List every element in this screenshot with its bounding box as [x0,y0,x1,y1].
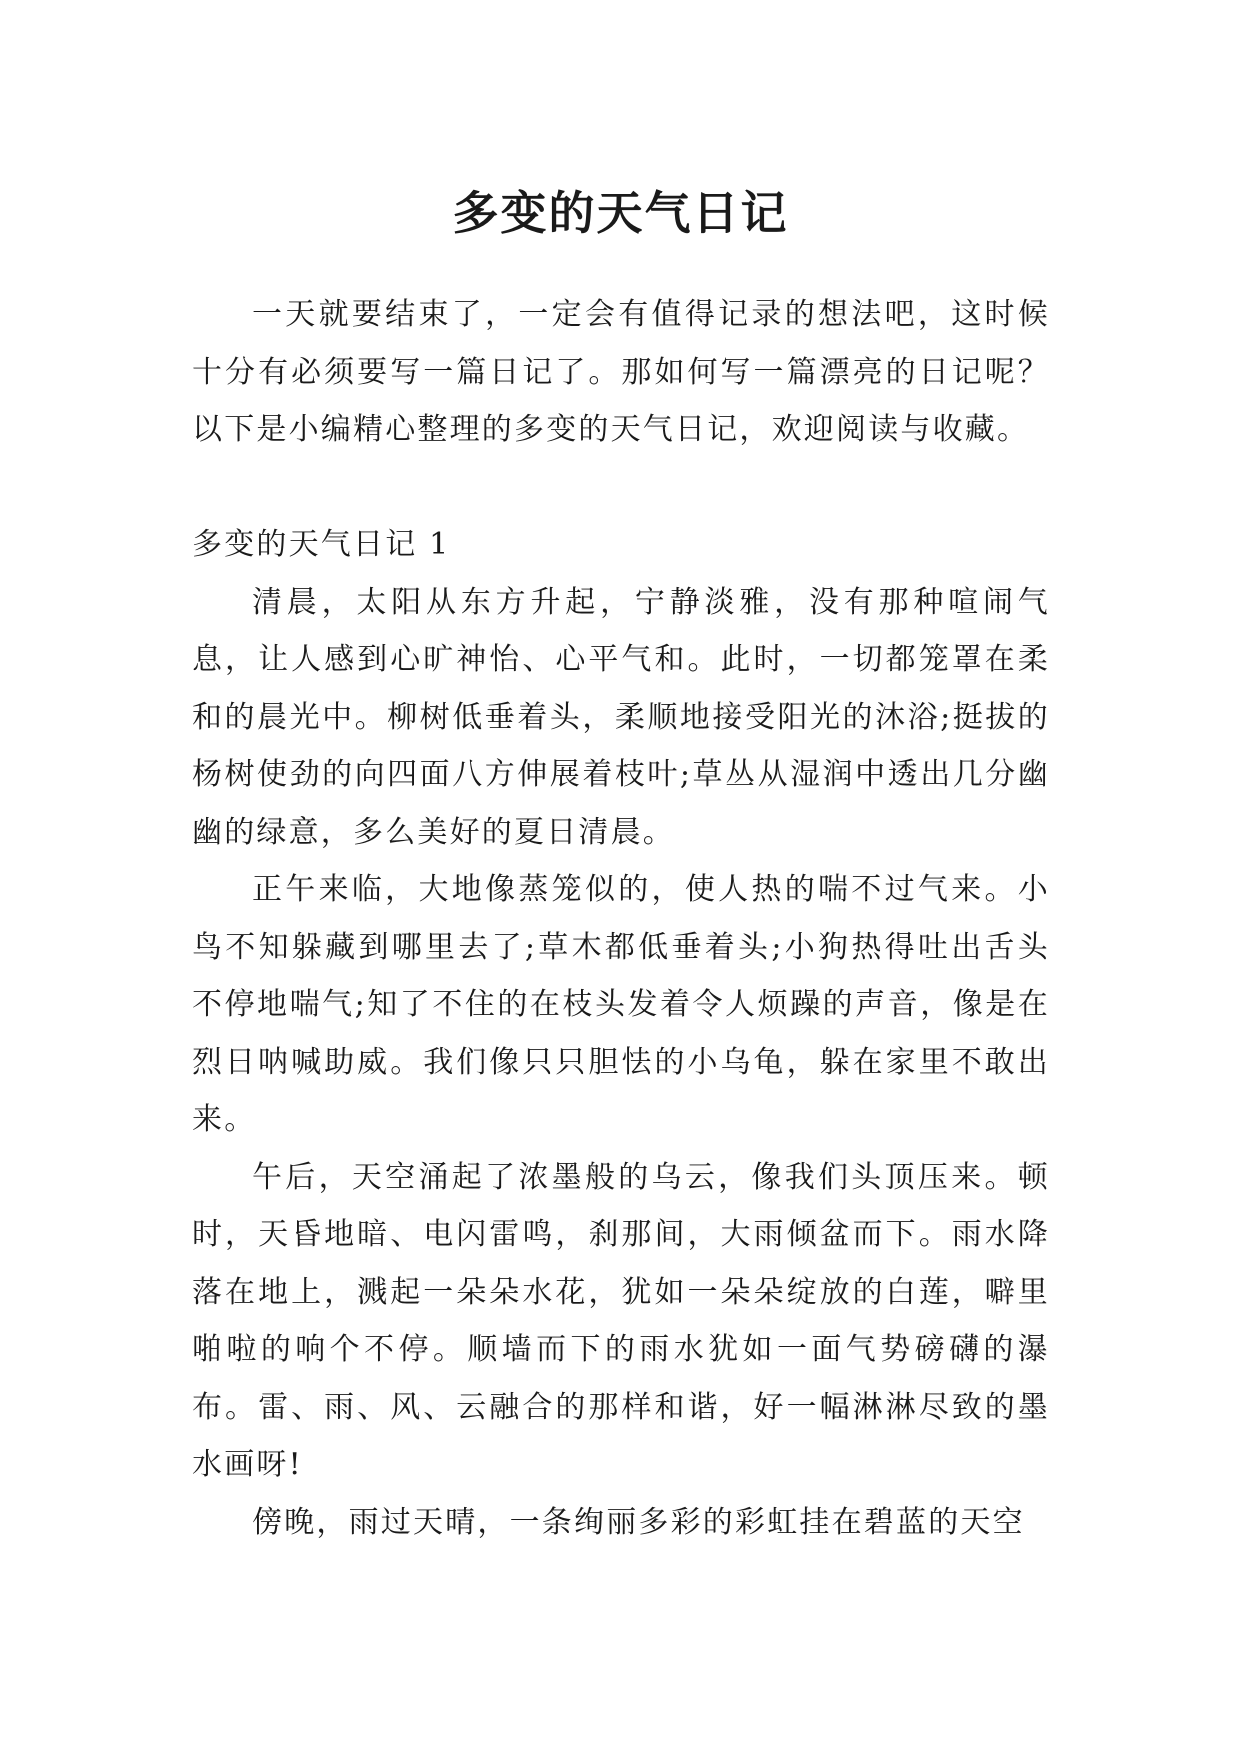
document-body [192,286,1050,1551]
intro-paragraph: 一天就要结束了，一定会有值得记录的想法吧，这时候十分有必须要写一篇日记了。那如何写一篇漂亮的日记呢？以下是小编精心整理的多变的天气日记，欢迎阅读与收藏。 [192,297,1050,447]
section-heading: 多变的天气日记 1 [192,527,451,562]
paragraph-spacer [192,459,1050,517]
body-paragraph-afternoon: 午后，天空涌起了浓墨般的乌云，像我们头顶压来。顿时，天昏地暗、电闪雷鸣，刹那间，大雨倾盆而下。雨水降落在地上，溅起一朵朵水花，犹如一朵朵绽放的白莲，噼里啪啦的响个不停。顺墙而下的雨水犹如一面气势磅礴的瀑布。雷、雨、风、云融合的那样和谐，好一幅淋淋尽致的墨水画呀! [192,1159,1050,1482]
body-paragraph-evening: 傍晚，雨过天晴，一条绚丽多彩的彩虹挂在碧蓝的天空 [252,1504,1025,1540]
document-title: 多变的天气日记 [452,185,789,240]
body-paragraph-noon: 正午来临，大地像蒸笼似的，使人热的喘不过气来。小鸟不知躲藏到哪里去了;草木都低垂着头;小狗热得吐出舌头不停地喘气;知了不住的在枝头发着令人烦躁的声音，像是在烈日呐喊助威。我们像只只胆怯的小乌龟，躲在家里不敢出来。 [192,872,1050,1137]
body-paragraph-morning: 清晨，太阳从东方升起，宁静淡雅，没有那种喧闹气息，让人感到心旷神怡、心平气和。此时，一切都笼罩在柔和的晨光中。柳树低垂着头，柔顺地接受阳光的沐浴;挺拔的杨树使劲的向四面八方伸展着枝叶;草丛从湿润中透出几分幽幽的绿意，多么美好的夏日清晨。 [192,584,1050,850]
